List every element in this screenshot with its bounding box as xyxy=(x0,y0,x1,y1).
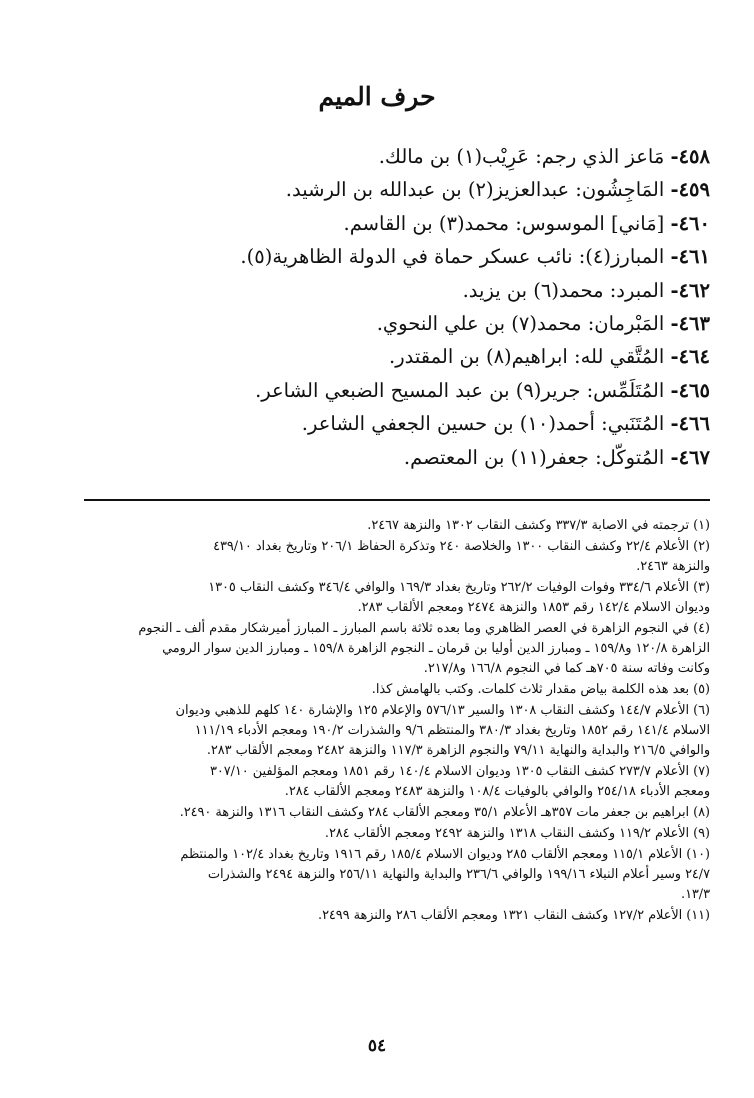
entry-text: المُتَّقي لله: ابراهيم(٨) بن المقتدر. xyxy=(389,345,665,369)
entry-number: ٤٦٤- xyxy=(670,345,710,369)
footnote-line: (١١) الأعلام ١٢٧/٢ وكشف النقاب ١٣٢١ ومعجم الألقاب ٢٨٦ والنزهة ٢٤٩٩. xyxy=(317,908,710,923)
footnote-3 xyxy=(40,578,710,618)
footnote-line: والوافي ٢١٦/٥ والبداية والنهاية ٧٩/١١ والنجوم الزاهرة ١١٧/٣ والنزهة ٢٤٨٢ ومعجم الألقاب ٢٨٣. xyxy=(206,743,710,758)
entry-text: المُتَلَمِّس: جرير(٩) بن عبد المسيح الضبعي الشاعر. xyxy=(255,378,665,402)
entry-number: ٤٦٣- xyxy=(670,311,710,335)
entry-number: ٤٦٥- xyxy=(670,378,710,402)
footnote-9 xyxy=(40,824,710,844)
page-number: ٥٤ xyxy=(367,1036,387,1056)
entry-number: ٤٦٠- xyxy=(670,211,710,235)
entry-text: [مَاني] الموسوس: محمد(٣) بن القاسم. xyxy=(343,211,665,235)
footnote-line: ١٣/٣. xyxy=(680,887,710,902)
footnote-5 xyxy=(40,680,710,700)
entry-459 xyxy=(40,173,710,206)
entry-number: ٤٦١- xyxy=(670,245,710,269)
footnotes xyxy=(40,516,710,927)
footnote-line: وكانت وفاته سنة ٧٠٥هـ كما في النجوم ١٦٦/٨ و٢١٧/٨. xyxy=(423,661,710,676)
footnote-line: وديوان الاسلام ١٤٢/٤ رقم ١٨٥٣ والنزهة ٢٤٧٤ ومعجم الألقاب ٢٨٣. xyxy=(357,600,710,615)
footnote-8 xyxy=(40,803,710,823)
entry-number: ٤٥٨- xyxy=(670,145,710,168)
footnote-10 xyxy=(40,845,710,905)
footnote-6 xyxy=(40,701,710,761)
footnote-4 xyxy=(40,619,710,679)
footnote-line: والنزهة ٢٤٦٣. xyxy=(636,559,710,574)
footnote-line: (٣) الأعلام ٣٣٤/٦ وفوات الوفيات ٢٦٢/٢ وتاريخ بغداد ١٦٩/٣ والوافي ٣٤٦/٤ وكشف النقاب ١٣٠٥ xyxy=(208,580,710,595)
footnote-line: ٢٤/٧ وسير أعلام النبلاء ١٩٩/١٦ والوافي ٢٣٦/٦ والبداية والنهاية ٢٥٦/١١ والنزهة ٢٤٩٤ والشذرات xyxy=(207,867,710,882)
footnote-divider xyxy=(84,499,710,501)
entry-number: ٤٦٦- xyxy=(670,412,710,436)
footnote-line: الزاهرة ١٢٠/٨ و١٥٩/٨ ـ ومبارز الدين أوليا بن قرمان ـ النجوم الزاهرة ١٥٩/٨ ـ ومبارز الدين سوار الرومي xyxy=(162,641,710,656)
footnote-line: (١) ترجمته في الاصابة ٣٣٧/٣ وكشف النقاب ١٣٠٢ والنزهة ٢٤٦٧. xyxy=(367,518,710,533)
entry-text: المُتوكّل: جعفر(١١) بن المعتصم. xyxy=(403,445,665,469)
footnote-line: (٩) الأعلام ١١٩/٢ وكشف النقاب ١٣١٨ والنزهة ٢٤٩٢ ومعجم الألقاب ٢٨٤. xyxy=(324,826,710,841)
entry-463 xyxy=(40,307,710,340)
footnote-line: الاسلام ١٤١/٤ رقم ١٨٥٢ وتاريخ بغداد ٣٨٠/٣ والمنتظم ٩/٦ والشذرات ١٩٠/٢ ومعجم الأدباء ١١١/١٩ xyxy=(194,723,710,738)
entry-number: ٤٥٩- xyxy=(670,178,710,202)
footnote-2 xyxy=(40,537,710,577)
entry-text: المُتَنَبي: أحمد(١٠) بن حسين الجعفي الشاعر. xyxy=(301,412,665,436)
footnote-line: (٢) الأعلام ٢٢/٤ وكشف النقاب ١٣٠٠ والخلاصة ٢٤٠ وتذكرة الحفاظ ٢٠٦/١ وتاريخ بغداد ٤٣٩/١٠ xyxy=(213,539,710,554)
footnote-line: (٥) بعد هذه الكلمة بياض مقدار ثلاث كلمات. وكتب بالهامش كذا. xyxy=(371,682,710,697)
entry-462 xyxy=(40,274,710,307)
footnote-11 xyxy=(40,906,710,926)
entry-466 xyxy=(40,407,710,440)
footnote-line: ومعجم الأدباء ٢٥٤/١٨ والوافي بالوفيات ١٠٨/٤ والنزهة ٢٤٨٣ ومعجم الألقاب ٢٨٤. xyxy=(284,784,710,799)
entry-text: المَبْرمان: محمد(٧) بن علي النحوي. xyxy=(376,311,665,335)
entry-text: المبارز(٤): نائب عسكر حماة في الدولة الظاهرية(٥). xyxy=(240,245,665,269)
entry-text: المبرد: محمد(٦) بن يزيد. xyxy=(462,278,665,302)
entries-list xyxy=(40,140,710,474)
footnote-line: (٧) الأعلام ٢٧٣/٧ كشف النقاب ١٣٠٥ وديوان الاسلام ١٤٠/٤ رقم ١٨٥١ ومعجم المؤلفين ٣٠٧/١٠ xyxy=(209,764,710,779)
footnote-line: (١٠) الأعلام ١١٥/١ ومعجم الألقاب ٢٨٥ وديوان الاسلام ١٨٥/٤ رقم ١٩١٦ وتاريخ بغداد ١٠٢/٤ والمنتظم xyxy=(180,847,710,862)
entry-467 xyxy=(40,441,710,474)
entry-461 xyxy=(40,240,710,273)
entry-458 xyxy=(40,140,710,173)
entry-text: مَاعز الذي رجم: عَرِيْب(١) بن مالك. xyxy=(378,145,665,168)
entry-465 xyxy=(40,374,710,407)
footnote-1 xyxy=(40,516,710,536)
footnote-line: (٦) الأعلام ١٤٤/٧ وكشف النقاب ١٣٠٨ والسير ٥٧٦/١٣ والإعلام ١٢٥ والإشارة ١٤٠ كلهم للذهبي وديوان xyxy=(175,703,710,718)
entry-464 xyxy=(40,340,710,373)
footnote-7 xyxy=(40,762,710,802)
chapter-heading: حرف الميم xyxy=(318,82,436,111)
entry-number: ٤٦٧- xyxy=(670,445,710,469)
footnote-line: (٤) في النجوم الزاهرة في العصر الظاهري وما بعده ثلاثة باسم المبارز ـ المبارز أميرشكار مقدم ألف ـ النجوم xyxy=(138,621,710,636)
footnote-line: (٨) ابراهيم بن جعفر مات ٣٥٧هـ الأعلام ٣٥/١ ومعجم الألقاب ٢٨٤ وكشف النقاب ١٣١٦ والنزهة ٢٤٩٠. xyxy=(179,805,710,820)
entry-number: ٤٦٢- xyxy=(670,278,710,302)
entry-text: المَاجِشُون: عبدالعزيز(٢) بن عبدالله بن الرشيد. xyxy=(285,178,665,202)
entry-460 xyxy=(40,207,710,240)
